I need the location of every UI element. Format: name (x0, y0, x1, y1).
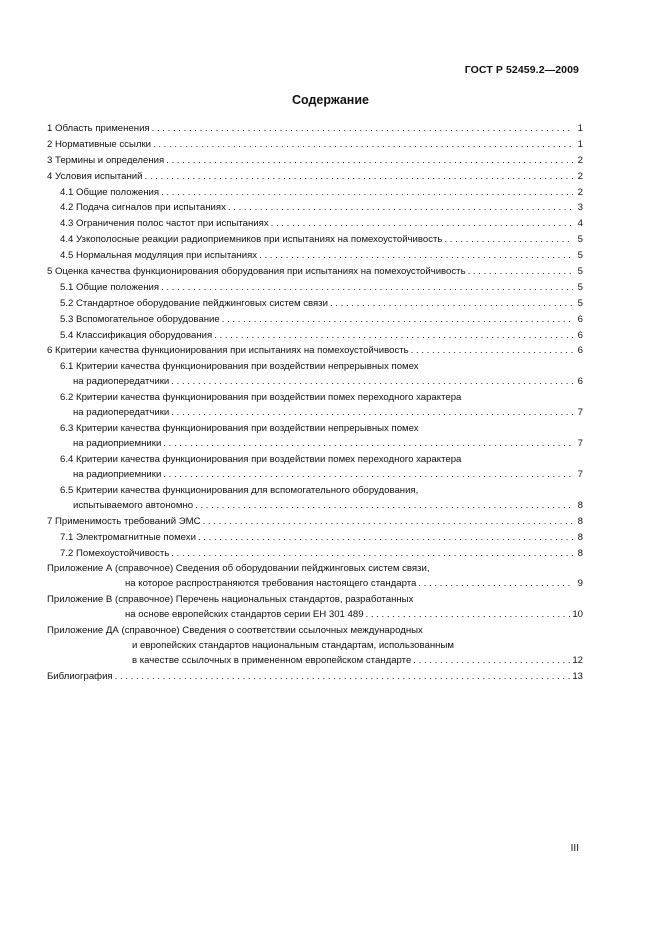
toc-entry[interactable] (47, 232, 583, 248)
toc-leader-dots (468, 264, 573, 280)
toc-entry[interactable] (47, 374, 583, 390)
toc-entry-title: 1 Область применения (47, 123, 150, 134)
toc-entry-title: на радиопередатчики (73, 376, 170, 388)
toc-leader-dots (222, 312, 573, 328)
toc-leader-dots (166, 153, 573, 169)
toc-entry-heading: Приложение В (справочное) Перечень национальных стандартов, разработанных (47, 594, 414, 606)
toc-entry[interactable] (47, 153, 583, 169)
toc-entry-heading: 6.5 Критерии качества функционирования для вспомогательного оборудования, (60, 484, 419, 496)
toc-entry[interactable] (47, 312, 583, 328)
toc-entry-title: 5 Оценка качества функционирования оборудования при испытаниях на помехоустойчивость (47, 266, 466, 278)
toc-page-number: 2 (577, 154, 583, 166)
toc-entry[interactable] (47, 328, 583, 344)
toc-entry[interactable] (47, 436, 583, 452)
page-title: Содержание (291, 93, 369, 107)
toc-page-number: 10 (572, 609, 583, 621)
toc-entry[interactable] (47, 607, 583, 623)
toc-entry[interactable] (47, 264, 583, 280)
toc-leader-dots (444, 232, 573, 248)
toc-page-number: 5 (577, 250, 583, 262)
toc-leader-dots (366, 607, 571, 623)
toc-entry[interactable] (47, 514, 583, 530)
toc-entry[interactable] (47, 653, 583, 669)
toc-page-number: 7 (577, 469, 583, 481)
toc-entry-heading: Приложение А (справочное) Сведения об оборудовании пейджинговых систем связи, (47, 563, 430, 575)
toc-leader-dots (418, 576, 573, 592)
toc-leader-dots (271, 216, 573, 232)
toc-leader-dots (152, 121, 573, 137)
toc-page-number: 8 (577, 531, 583, 543)
toc-entry[interactable] (47, 343, 583, 359)
toc-leader-dots (228, 200, 573, 216)
toc-entry-title: на радиоприемники (73, 438, 162, 450)
toc-page-number: 7 (577, 438, 583, 450)
toc-entry-title: 4.3 Ограничения полос частот при испытаниях (60, 218, 269, 230)
toc-entry-title: 7.2 Помехоустойчивость (60, 547, 170, 559)
toc-entry-title: в качестве ссылочных в примененном европейском стандарте (132, 655, 412, 667)
toc-entry-title: 4.1 Общие положения (60, 186, 160, 198)
toc-page-number: 5 (577, 266, 583, 278)
toc-entry-title: на радиопередатчики (73, 407, 170, 419)
toc-page-number: 13 (572, 671, 583, 683)
toc-leader-dots (161, 280, 573, 296)
toc-entry-continuation: и европейских стандартов национальным стандартам, использованным (132, 640, 454, 652)
toc-entry[interactable] (47, 280, 583, 296)
toc-entry[interactable] (47, 200, 583, 216)
toc-entry-heading: 6.3 Критерии качества функционирования при воздействии непрерывных помех (60, 423, 419, 435)
page-number: III (570, 843, 579, 854)
toc-page-number: 6 (577, 313, 583, 325)
toc-leader-dots (330, 296, 573, 312)
toc-entry[interactable] (47, 121, 583, 137)
table-of-contents (47, 121, 583, 685)
toc-leader-dots (214, 328, 573, 344)
toc-entry-title: 4 Условия испытаний (47, 170, 143, 182)
toc-entry-title: 6 Критерии качества функционирования при испытаниях на помехоустойчивость (47, 345, 409, 357)
toc-page-number: 9 (577, 578, 583, 590)
toc-entry-title: 4.5 Нормальная модуляция при испытаниях (60, 250, 258, 262)
toc-leader-dots (171, 546, 573, 562)
toc-entry-title: Библиография (47, 671, 113, 683)
toc-leader-dots (195, 498, 573, 514)
toc-entry[interactable] (47, 248, 583, 264)
toc-page-number: 1 (577, 123, 583, 134)
toc-entry-title: на радиоприемники (73, 469, 162, 481)
toc-leader-dots (413, 653, 570, 669)
toc-entry-title: 5.4 Классификация оборудования (60, 329, 213, 341)
toc-entry-heading: 6.4 Критерии качества функционирования при воздействии помех переходного характера (60, 454, 462, 466)
toc-page-number: 8 (577, 547, 583, 559)
toc-entry-heading: 6.2 Критерии качества функционирования при воздействии помех переходного характера (60, 392, 462, 404)
toc-leader-dots (145, 169, 574, 185)
toc-entry[interactable] (47, 185, 583, 201)
toc-leader-dots (411, 343, 573, 359)
toc-entry-title: 3 Термины и определения (47, 154, 165, 166)
toc-page-number: 2 (577, 170, 583, 182)
toc-entry-heading: Приложение ДА (справочное) Сведения о соответствии ссылочных международных (47, 625, 423, 637)
toc-entry[interactable] (47, 546, 583, 562)
toc-entry[interactable] (47, 530, 583, 546)
toc-page-number: 6 (577, 345, 583, 357)
toc-leader-dots (198, 530, 573, 546)
toc-entry[interactable] (47, 576, 583, 592)
toc-leader-dots (259, 248, 573, 264)
toc-leader-dots (203, 514, 573, 530)
document-code: ГОСТ Р 52459.2—2009 (464, 64, 579, 76)
toc-leader-dots (171, 405, 573, 421)
toc-page-number: 3 (577, 202, 583, 214)
toc-page-number: 6 (577, 329, 583, 341)
toc-leader-dots (163, 436, 573, 452)
toc-page-number: 12 (572, 655, 583, 667)
toc-entry[interactable] (47, 467, 583, 483)
toc-entry-title: 5.3 Вспомогательное оборудование (60, 313, 220, 325)
toc-leader-dots (115, 669, 571, 685)
toc-page-number: 4 (577, 218, 583, 230)
toc-entry-title: испытываемого автономно (73, 499, 194, 511)
toc-entry-title: 7.1 Электромагнитные помехи (60, 531, 196, 543)
toc-entry-heading: 6.1 Критерии качества функционирования при воздействии непрерывных помех (60, 361, 419, 373)
toc-leader-dots (163, 467, 573, 483)
toc-entry[interactable] (47, 216, 583, 232)
toc-entry[interactable] (47, 498, 583, 514)
toc-entry-title: 2 Нормативные ссылки (47, 138, 152, 150)
toc-entry-title: на которое распространяются требования настоящего стандарта (125, 578, 417, 590)
toc-page-number: 2 (577, 186, 583, 198)
toc-entry[interactable] (47, 137, 583, 153)
toc-page-number: 6 (577, 376, 583, 388)
toc-entry[interactable] (47, 669, 583, 685)
toc-leader-dots (161, 185, 573, 201)
toc-leader-dots (153, 137, 573, 153)
toc-page-number: 5 (577, 297, 583, 309)
toc-page-number: 1 (577, 138, 583, 150)
toc-entry-title: 4.2 Подача сигналов при испытаниях (60, 202, 226, 214)
toc-entry-title: 4.4 Узкополосные реакции радиоприемников при испытаниях на помехоустойчивость (60, 234, 443, 246)
toc-entry[interactable] (47, 169, 583, 185)
toc-leader-dots (171, 374, 573, 390)
toc-page-number: 5 (577, 281, 583, 293)
toc-entry-title: 5.1 Общие положения (60, 281, 160, 293)
toc-entry[interactable] (47, 405, 583, 421)
toc-entry-title: на основе европейских стандартов серии ЕН 301 489 (125, 609, 364, 621)
toc-page-number: 7 (577, 407, 583, 419)
toc-page-number: 5 (577, 234, 583, 246)
toc-page-number: 8 (577, 499, 583, 511)
toc-page-number: 8 (577, 515, 583, 527)
toc-entry[interactable] (47, 296, 583, 312)
toc-entry-title: 5.2 Стандартное оборудование пейджинговых систем связи (60, 297, 328, 309)
toc-entry-title: 7 Применимость требований ЭМС (47, 515, 201, 527)
